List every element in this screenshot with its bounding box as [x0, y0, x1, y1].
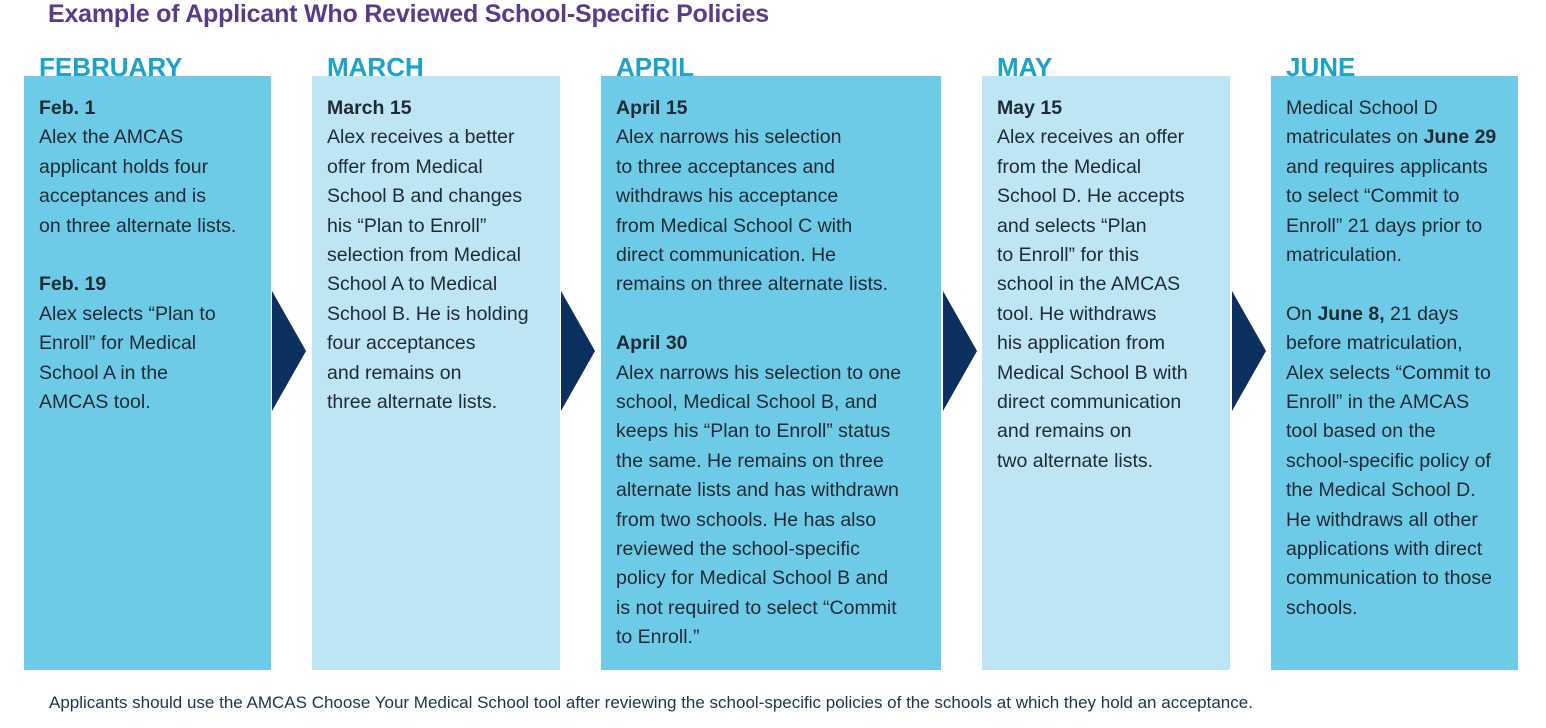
arrow-right-icon — [943, 291, 977, 411]
month-heading-february: FEBRUARY — [39, 52, 183, 82]
entry-text: Alex narrows his selection to three acceptances and withdraws his acceptance from Medical School C with direct communication. He remains on three alternate lists. — [616, 126, 889, 296]
entry-text: Alex receives an offer from the Medical School D. He accepts and selects “Plan to Enroll” for this school in the AMCAS tool. He withdraws his application from Medical School B with direct communication and remains on two alternate lists. — [997, 126, 1188, 472]
column-april — [601, 76, 941, 670]
entry-text: Alex receives a better offer from Medical School B and changes his “Plan to Enroll” selection from Medical School A to Medical School B. He is holding four acceptances and remains on three alternate lists. — [327, 126, 529, 414]
column-body — [327, 94, 554, 447]
entry-date: May 15 — [997, 97, 1063, 119]
arrow-right-icon — [1232, 291, 1266, 411]
timeline-entry — [616, 329, 935, 652]
column-may — [982, 76, 1230, 670]
month-heading-june: JUNE — [1286, 52, 1356, 82]
timeline-entry — [997, 94, 1224, 476]
arrow-right-icon — [561, 291, 595, 411]
column-march — [312, 76, 560, 670]
column-body — [1286, 94, 1516, 653]
entry-date: April 15 — [616, 97, 688, 119]
entry-text — [1286, 94, 1516, 270]
column-february — [24, 76, 271, 670]
entry-date: March 15 — [327, 97, 412, 119]
entry-text: Alex the AMCAS applicant holds four acceptances and is on three alternate lists. — [39, 126, 237, 237]
column-body — [616, 94, 935, 682]
entry-date-bold: June 29 — [1423, 126, 1497, 149]
entry-date: Feb. 1 — [39, 97, 96, 119]
entry-text-part: Medical School D matriculates on — [1286, 97, 1438, 149]
column-body — [39, 94, 265, 447]
timeline-entry — [1286, 300, 1516, 623]
entry-text-part: 21 days before matriculation, Alex selects “Commit to Enroll” in the AMCAS tool based on the school-specific policy of the Medical School D. He withdraws all other applications with direct communication to those schools. — [1286, 302, 1492, 619]
column-june — [1271, 76, 1518, 670]
column-body — [997, 94, 1224, 506]
entry-date: April 30 — [616, 332, 688, 355]
timeline-entry — [616, 94, 935, 300]
entry-date: Feb. 19 — [39, 273, 107, 296]
entry-date-bold: June 8, — [1317, 302, 1385, 325]
timeline-entry — [39, 94, 265, 241]
entry-text-part: and requires applicants to select “Commit to Enroll” 21 days prior to matriculation. — [1286, 155, 1488, 267]
month-heading-may: MAY — [997, 52, 1053, 82]
timeline-entry — [1286, 94, 1516, 270]
entry-text — [1286, 300, 1516, 623]
entry-text: Alex narrows his selection to one school, Medical School B, and keeps his “Plan to Enroll” status the same. He remains on three alternate lists and has withdrawn from two schools. He has also reviewed the school-specific policy for Medical School B and is not required to select “Commit to Enroll.” — [616, 361, 902, 649]
footer-note: Applicants should use the AMCAS Choose Your Medical School tool after reviewing the school-specific policies of the schools at which they hold an acceptance. — [49, 693, 1253, 712]
timeline-entry — [327, 94, 554, 417]
page-title: Example of Applicant Who Reviewed School-Specific Policies — [48, 0, 769, 28]
month-heading-march: MARCH — [327, 52, 424, 82]
month-heading-april: APRIL — [616, 52, 694, 82]
entry-text: Alex selects “Plan to Enroll” for Medical School A in the AMCAS tool. — [39, 302, 216, 414]
entry-text-part: On — [1286, 302, 1318, 325]
timeline-entry — [39, 270, 265, 417]
arrow-right-icon — [272, 291, 306, 411]
